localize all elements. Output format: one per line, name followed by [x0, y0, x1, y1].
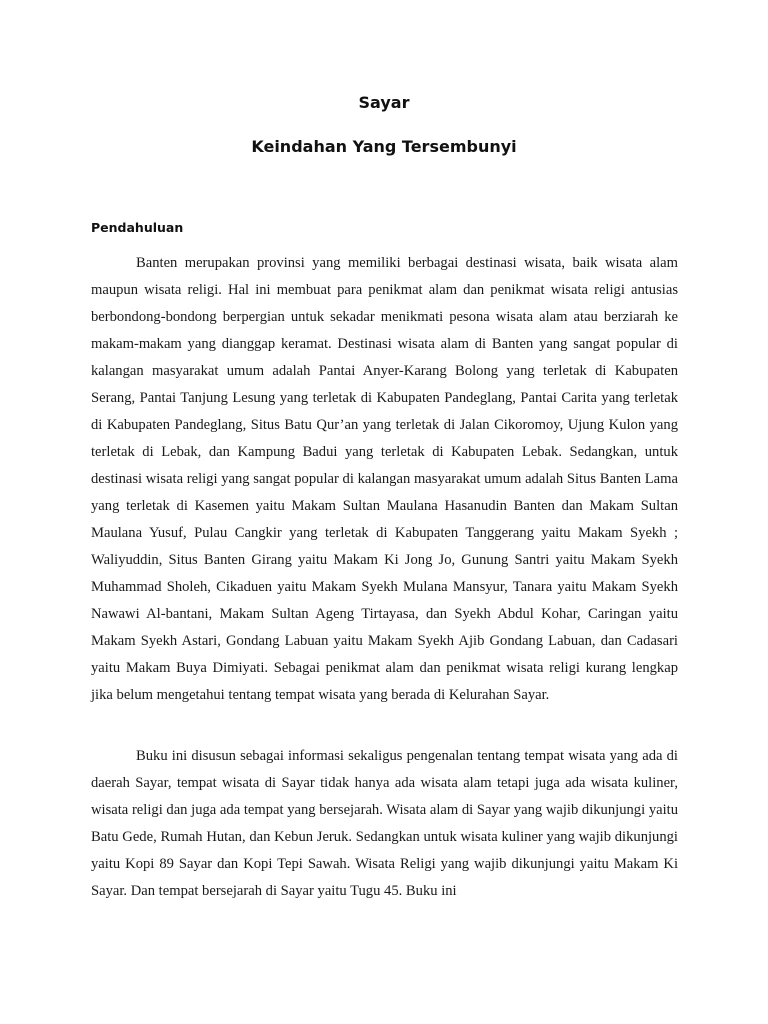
section-heading: Pendahuluan [91, 220, 184, 235]
paragraph-introduction: Banten merupakan provinsi yang memiliki berbagai destinasi wisata, baik wisata alam maupun wisata religi. Hal ini membuat para penikmat alam dan penikmat wisata religi antusias berbondong-bondong berpergian untuk sekadar menikmati pesona wisata alam atau berziarah ke makam-makam yang dianggap keramat. Destinasi wisata alam di Banten yang sangat popular di kalangan masyarakat umum adalah Pantai Anyer-Karang Bolong yang terletak di Kabupaten Serang, Pantai Tanjung Lesung yang terletak di Kabupaten Pandeglang, Pantai Carita yang terletak di Kabupaten Pandeglang, Situs Batu Qur’an yang terletak di Jalan Cikoromoy, Ujung Kulon yang terletak di Lebak, dan Kampung Badui yang terletak di Kabupaten Lebak. Sedangkan, untuk destinasi wisata religi yang sangat popular di kalangan masyarakat umum adalah Situs Banten Lama yang terletak di Kasemen yaitu Makam Sultan Maulana Hasanudin Banten dan Makam Sultan Maulana Yusuf, Pulau Cangkir yang terletak di Kabupaten Tanggerang yaitu Makam Syekh ; Waliyuddin, Situs Banten Girang yaitu Makam Ki Jong Jo, Gunung Santri yaitu Makam Syekh Muhammad Sholeh, Cikaduen yaitu Makam Syekh Mulana Mansyur, Tanara yaitu Makam Syekh Nawawi Al-bantani, Makam Sultan Ageng Tirtayasa, dan Syekh Abdul Kohar, Caringan yaitu Makam Syekh Astari, Gondang Labuan yaitu Makam Syekh Ajib Gondang Labuan, dan Cadasari yaitu Makam Buya Dimiyati. Sebagai penikmat alam dan penikmat wisata religi kurang lengkap jika belum mengetahui tentang tempat wisata yang berada di Kelurahan Sayar. [91, 255, 678, 703]
document-title: Sayar [358, 93, 410, 112]
paragraph-book-purpose: Buku ini disusun sebagai informasi sekaligus pengenalan tentang tempat wisata yang ada di daerah Sayar, tempat wisata di Sayar tidak hanya ada wisata alam tetapi juga ada wisata kuliner, wisata religi dan juga ada tempat yang bersejarah. Wisata alam di Sayar yang wajib dikunjungi yaitu Batu Gede, Rumah Hutan, dan Kebun Jeruk. Sedangkan untuk wisata kuliner yang wajib dikunjungi yaitu Kopi 89 Sayar dan Kopi Tepi Sawah. Wisata Religi yang wajib dikunjungi yaitu Makam Ki Sayar. Dan tempat bersejarah di Sayar yaitu Tugu 45. Buku ini [91, 748, 678, 899]
document-subtitle: Keindahan Yang Tersembunyi [251, 137, 517, 156]
